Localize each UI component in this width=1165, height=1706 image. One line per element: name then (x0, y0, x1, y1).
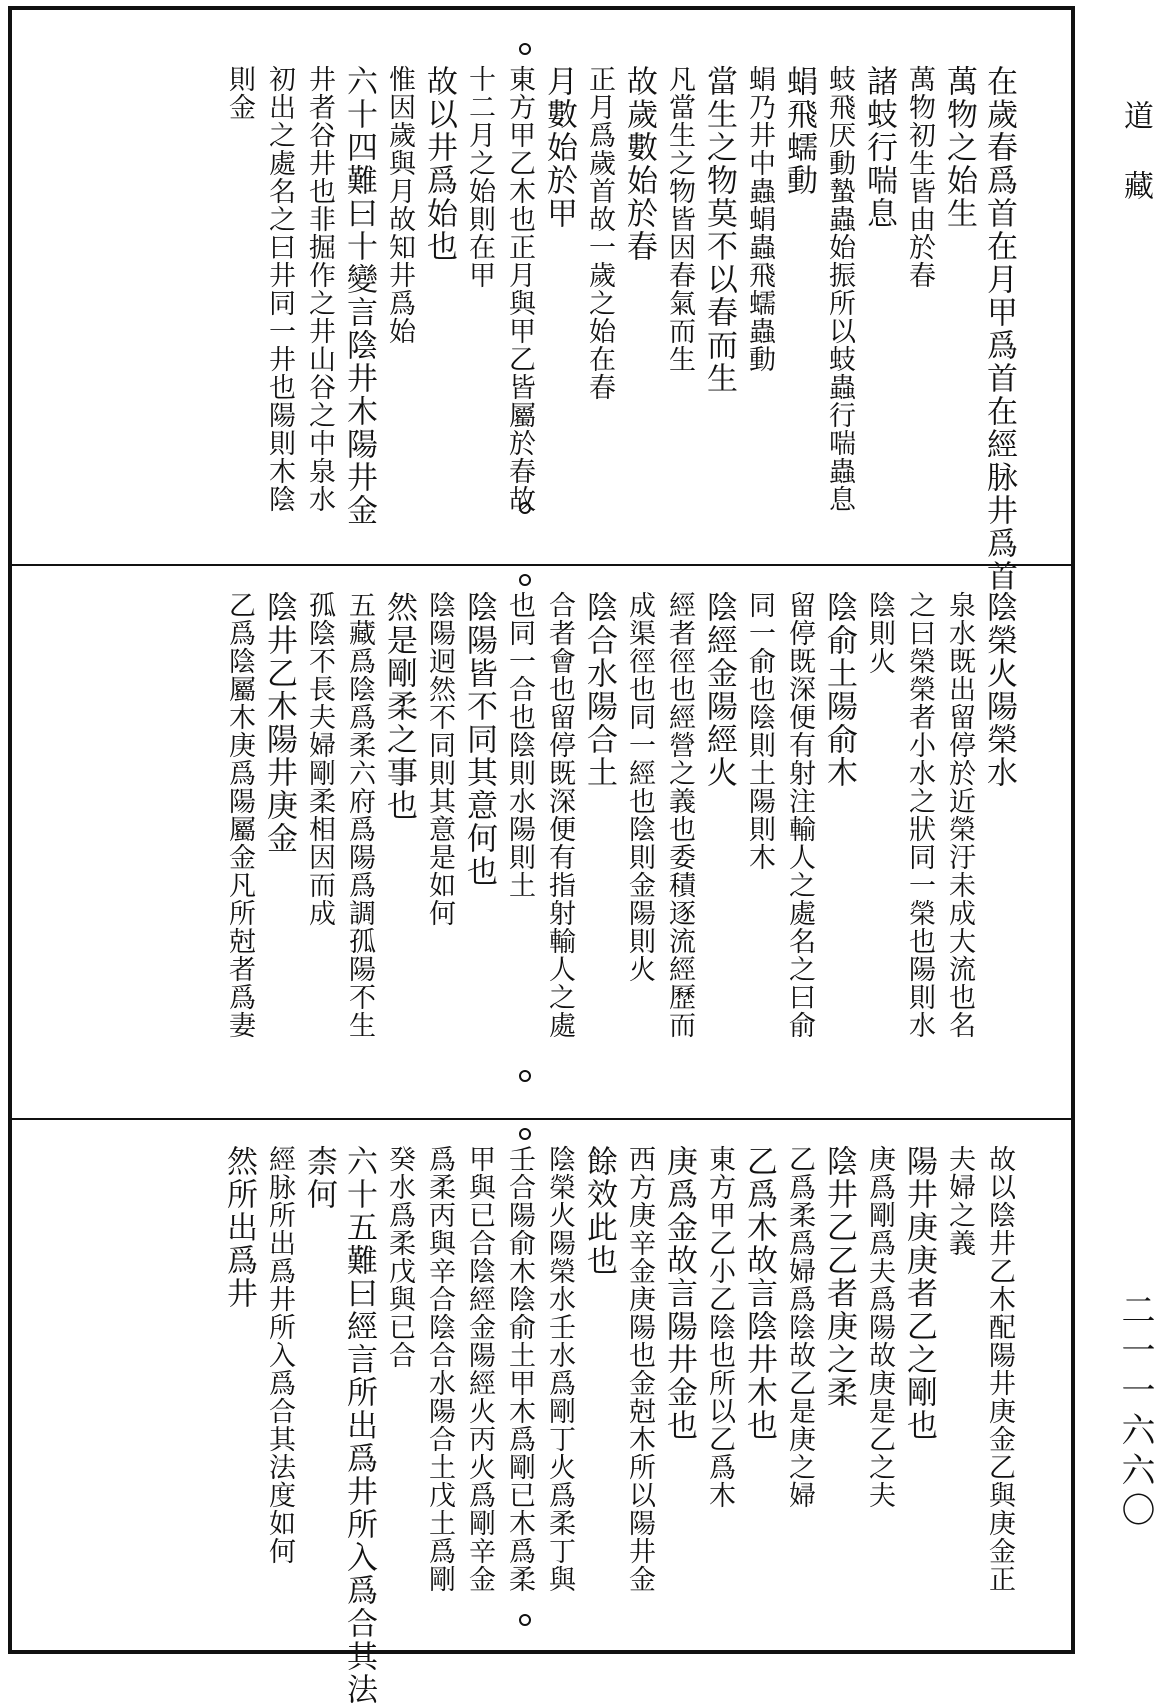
text-column: 合者會也留停既深便有指射輸人之處 (544, 591, 575, 1039)
punctuation-circle (519, 1128, 531, 1140)
margin-title: 道藏 (1118, 100, 1153, 240)
text-column: 經者徑也經營之義也委積逐流經歷而 (664, 591, 695, 1039)
text-column: 六十五難曰經言所出爲井所入爲合其法 (341, 1145, 377, 1706)
text-column: 東方甲乙木也正月與甲乙皆屬於春故 (504, 65, 535, 513)
text-column: 爲柔丙與辛合陰合水陽合土戊土爲剛 (424, 1145, 455, 1593)
text-column: 則金 (224, 65, 255, 121)
text-column: 諸蚑行喘息 (861, 65, 897, 230)
text-column: 蜎乃井中蟲蜎蟲飛蠕蟲動 (744, 65, 775, 373)
text-column: 之曰榮榮者小水之狀同一榮也陽則水 (904, 591, 935, 1039)
text-column: 乙爲木故言陰井木也 (741, 1145, 777, 1442)
text-column: 陰榮火陽榮水 (981, 591, 1017, 789)
text-column: 庚爲金故言陽井金也 (661, 1145, 697, 1442)
text-column: 陰經金陽經火 (701, 591, 737, 789)
text-column: 正月爲歲首故一歲之始在春 (584, 65, 615, 401)
text-column: 故歲數始於春 (621, 65, 657, 263)
register-bottom (12, 1118, 1071, 1706)
text-column: 故以陰井乙木配陽井庚金乙與庚金正 (984, 1145, 1015, 1593)
text-column: 癸水爲柔戊與已合 (384, 1145, 415, 1369)
punctuation-circle (519, 502, 531, 514)
text-column: 陰陽迥然不同則其意是如何 (424, 591, 455, 927)
text-column: 甲與已合陰經金陽經火丙火爲剛辛金 (464, 1145, 495, 1593)
text-column: 陽井庚庚者乙之剛也 (901, 1145, 937, 1442)
text-column: 月數始於甲 (541, 65, 577, 230)
text-column: 泉水既出留停於近榮汙未成大流也名 (944, 591, 975, 1039)
text-column: 夫婦之義 (944, 1145, 975, 1257)
text-column: 陰陽皆不同其意何也 (461, 591, 497, 888)
text-column: 陰榮火陽榮水壬水爲剛丁火爲柔丁與 (544, 1145, 575, 1593)
punctuation-circle (519, 1614, 531, 1626)
text-column: 乙爲柔爲婦爲陰故乙是庚之婦 (784, 1145, 815, 1509)
text-column: 陰則火 (864, 591, 895, 675)
text-column: 故以井爲始也 (421, 65, 457, 263)
text-column: 然是剛柔之事也 (381, 591, 417, 822)
text-column: 惟因歲與月故知井爲始 (384, 65, 415, 345)
text-column: 孤陰不長夫婦剛柔相因而成 (304, 591, 335, 927)
text-column: 蜎飛蠕動 (781, 65, 817, 197)
text-column: 東方甲乙小乙陰也所以乙爲木 (704, 1145, 735, 1509)
text-column: 井者谷井也非掘作之井山谷之中泉水 (304, 65, 335, 513)
text-column: 凡當生之物皆因春氣而生 (664, 65, 695, 373)
register-middle (12, 564, 1071, 1120)
text-column: 也同一合也陰則水陽則土 (504, 591, 535, 899)
text-column: 五藏爲陰爲柔六府爲陽爲調孤陽不生 (344, 591, 375, 1039)
text-column: 萬物初生皆由於春 (904, 65, 935, 289)
punctuation-circle (519, 1070, 531, 1082)
punctuation-circle (519, 574, 531, 586)
text-column: 萬物之始生 (941, 65, 977, 230)
text-column: 十二月之始則在甲 (464, 65, 495, 289)
text-column: 庚爲剛爲夫爲陽故庚是乙之夫 (864, 1145, 895, 1509)
text-column: 壬合陽俞木陰俞土甲木爲剛已木爲柔 (504, 1145, 535, 1593)
text-column: 蚑飛厌動蟄蟲始振所以蚑蟲行喘蟲息 (824, 65, 855, 513)
text-column: 陰井乙乙者庚之柔 (821, 1145, 857, 1409)
text-column: 陰俞土陽俞木 (821, 591, 857, 789)
text-column: 初出之處名之曰井同一井也陽則木陰 (264, 65, 295, 513)
text-column: 經脉所出爲井所入爲合其法度如何 (264, 1145, 295, 1565)
text-column: 餘效此也 (581, 1145, 617, 1277)
text-column: 然所出爲井 (221, 1145, 257, 1310)
text-column: 柰何 (301, 1145, 337, 1211)
page-number: 二一一六六〇 (1115, 1292, 1155, 1532)
text-column: 當生之物莫不以春而生 (701, 65, 737, 395)
text-column: 成渠徑也同一經也陰則金陽則火 (624, 591, 655, 983)
text-column: 留停既深便有射注輸人之處名之曰俞 (784, 591, 815, 1039)
punctuation-circle (519, 43, 531, 55)
register-top (12, 10, 1071, 593)
text-column: 陰合水陽合土 (581, 591, 617, 789)
text-column: 乙爲陰屬木庚爲陽屬金凡所尅者爲妻 (224, 591, 255, 1039)
text-column: 六十四難曰十變言陰井木陽井金 (341, 65, 377, 527)
text-column: 在歲春爲首在月甲爲首在經脉井爲首 (981, 65, 1017, 593)
text-column: 陰井乙木陽井庚金 (261, 591, 297, 855)
page-frame (8, 6, 1075, 1706)
text-column: 同一俞也陰則土陽則木 (744, 591, 775, 871)
text-column: 西方庚辛金庚陽也金尅木所以陽井金 (624, 1145, 655, 1593)
